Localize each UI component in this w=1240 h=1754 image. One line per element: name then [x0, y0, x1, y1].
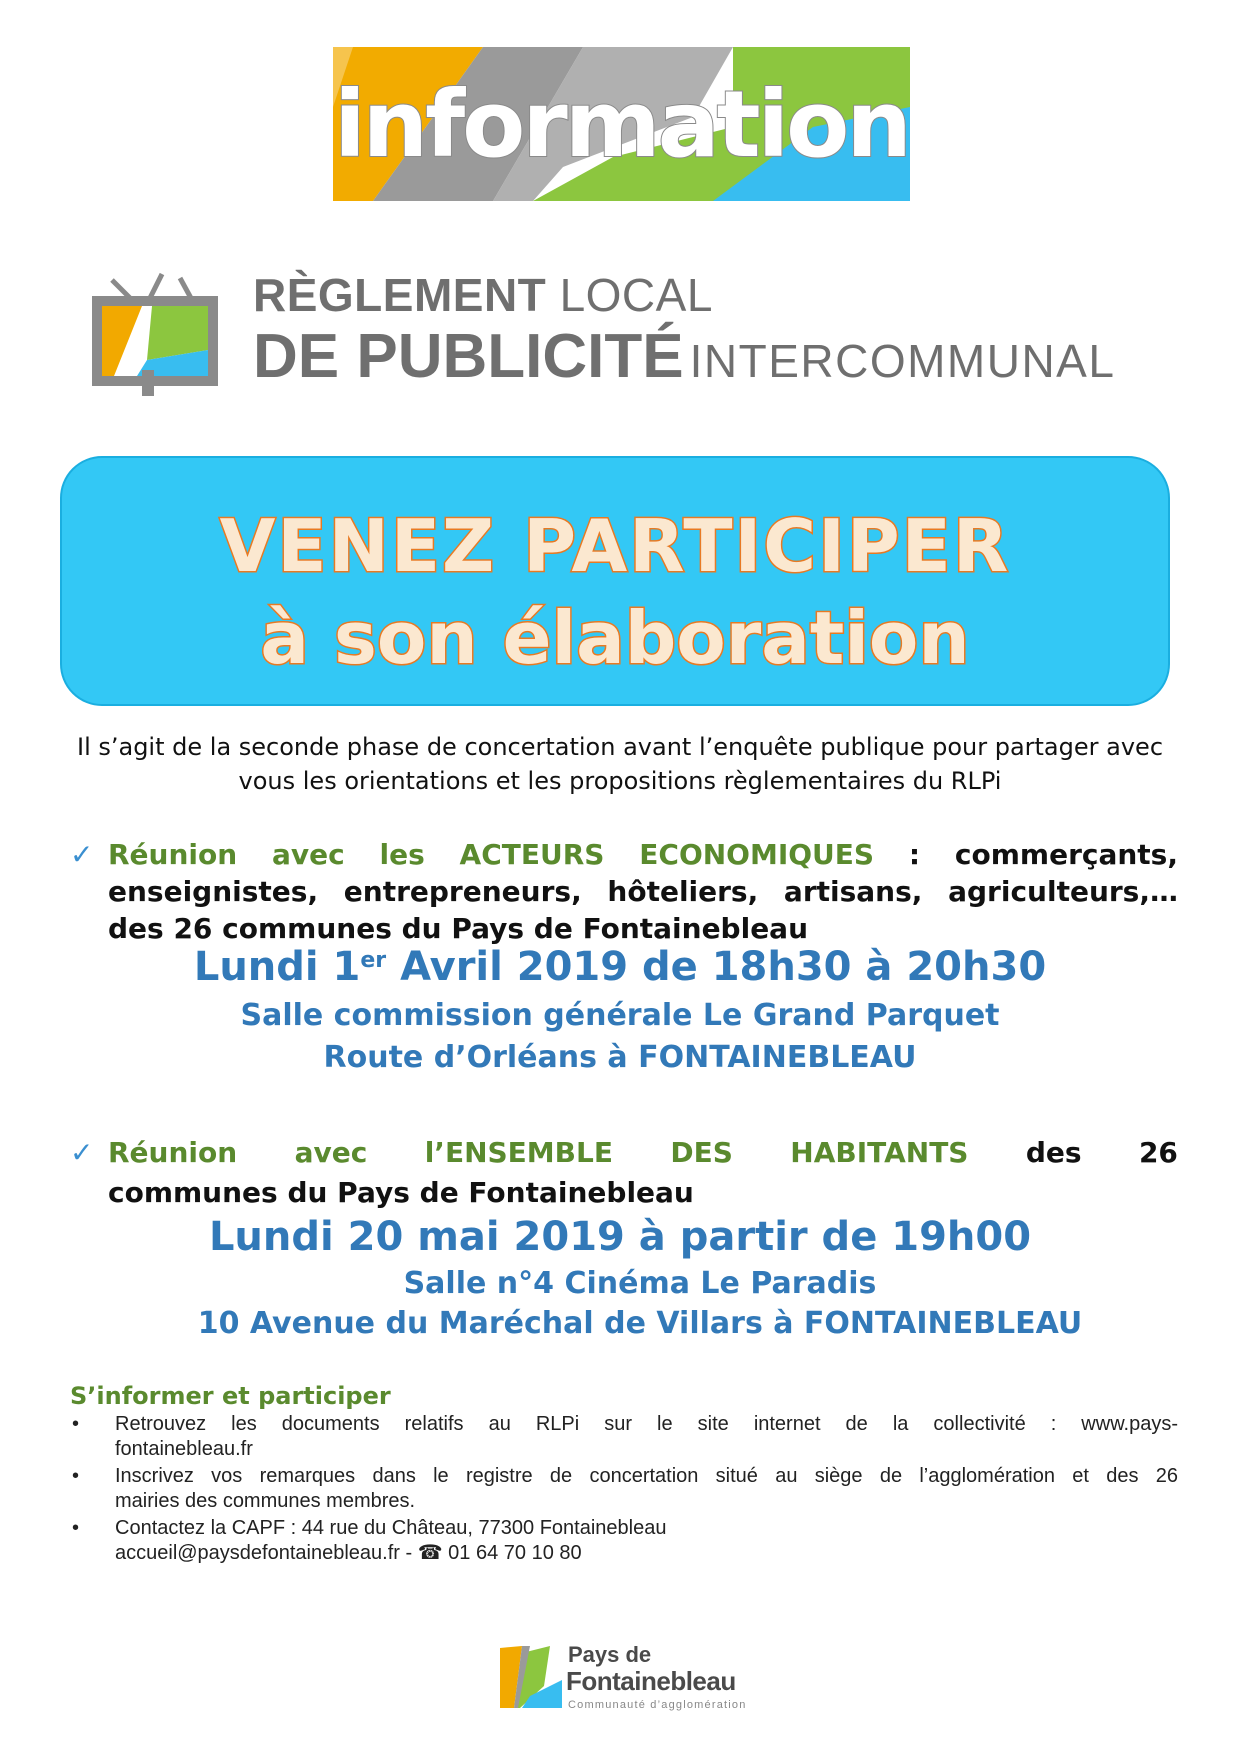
meeting2-word: l’ENSEMBLE	[424, 1136, 613, 1169]
meeting2-date: Lundi 20 mai 2019 à partir de 19h00	[208, 1214, 1032, 1260]
meeting1-date-part2: Avril 2019 de 18h30 à 20h30	[386, 944, 1047, 990]
rlpi-title-bold-2: DE PUBLICITÉ	[253, 322, 684, 391]
rlpi-billboard-logo	[92, 270, 218, 396]
meeting2-word: HABITANTS	[790, 1136, 969, 1169]
meeting2-line2: communes du Pays de Fontainebleau	[108, 1176, 694, 1209]
meeting1-description	[108, 836, 1178, 947]
pays-de-fontainebleau-logo-icon	[500, 1646, 562, 1708]
meeting1-separator: :	[874, 838, 955, 871]
meeting1-date	[60, 944, 1180, 990]
list-item-line2[interactable]: accueil@paysdefontainebleau.fr - ☎ 01 64 70 10 80	[115, 1542, 582, 1564]
inform-list	[70, 1412, 1178, 1568]
check-icon: ✓	[70, 838, 94, 871]
meeting2-line1	[108, 1133, 1178, 1173]
meeting2-description	[108, 1133, 1178, 1213]
list-item	[70, 1464, 1178, 1514]
meeting1-audience: commerçants, enseignistes, entrepreneurs, hôteliers, artisans, agriculteurs,… des 26 communes du Pays de Fontainebleau	[108, 838, 1178, 945]
meeting2-word: 26	[1138, 1136, 1178, 1169]
bullet-icon: •	[72, 1413, 80, 1435]
meeting1-address: Route d’Orléans à FONTAINEBLEAU	[323, 1040, 917, 1075]
meeting2-word: DES	[670, 1136, 733, 1169]
meeting2-address: 10 Avenue du Maréchal de Villars à FONTAINEBLEAU	[197, 1306, 1083, 1341]
rlpi-title-rest-2: INTERCOMMUNAL	[689, 335, 1116, 387]
rlpi-title-rest-1: LOCAL	[559, 269, 713, 321]
list-item	[70, 1412, 1178, 1462]
meeting2-word: Réunion	[108, 1136, 238, 1169]
banner-word: information	[334, 70, 909, 178]
meeting1-date-sup: er	[360, 948, 387, 973]
meeting2-word: des	[1025, 1136, 1082, 1169]
bullet-icon: •	[72, 1517, 80, 1539]
intro-paragraph: Il s’agit de la seconde phase de concertation avant l’enquête publique pour partager avec vous les orientations et les propositions règlementaires du RLPi	[76, 733, 1164, 795]
rlpi-title-line1	[253, 268, 713, 322]
list-item-line1: Contactez la CAPF : 44 rue du Château, 77300 Fontainebleau	[115, 1517, 667, 1539]
footer-subtitle: Communauté d’agglomération	[568, 1699, 747, 1711]
meeting1-date-part1: Lundi 1	[193, 944, 361, 990]
list-item	[70, 1516, 1178, 1566]
meeting2-word: avec	[294, 1136, 368, 1169]
list-item-line1: Retrouvez les documents relatifs au RLPi sur le site internet de la collectivité : www.pays-	[115, 1413, 1178, 1435]
meeting2-venue: Salle n°4 Cinéma Le Paradis	[403, 1266, 877, 1301]
list-item-line2: mairies des communes membres.	[115, 1490, 416, 1512]
list-item-line2[interactable]: fontainebleau.fr	[115, 1438, 253, 1460]
footer-name-line1: Pays de	[568, 1642, 652, 1667]
meeting1-venue: Salle commission générale Le Grand Parquet	[240, 998, 1000, 1033]
list-item-line1: Inscrivez vos remarques dans le registre de concertation situé au siège de l’agglomération et des 26	[115, 1465, 1178, 1487]
callout-line1: VENEZ PARTICIPER	[219, 504, 1011, 588]
footer-name-line2: Fontainebleau	[566, 1666, 736, 1696]
information-banner	[333, 47, 910, 201]
inform-title: S’informer et participer	[70, 1382, 391, 1410]
meeting1-heading: Réunion avec les ACTEURS ECONOMIQUES	[108, 838, 875, 871]
participate-callout	[60, 456, 1170, 706]
rlpi-title-bold-1: RÈGLEMENT	[253, 269, 547, 321]
check-icon: ✓	[70, 1136, 94, 1169]
callout-line2: à son élaboration	[260, 596, 970, 680]
bullet-icon: •	[72, 1465, 80, 1487]
rlpi-title-line2	[253, 322, 1116, 391]
